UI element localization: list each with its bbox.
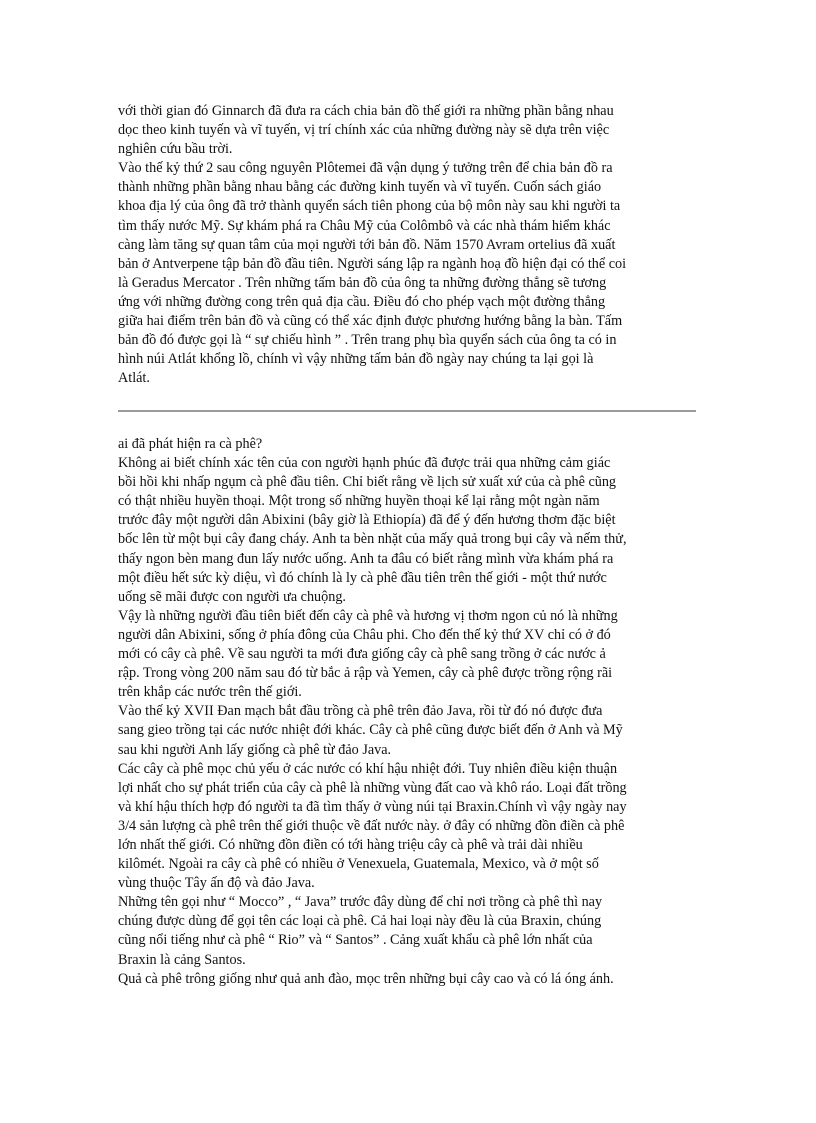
- text-line: sang gieo trồng tại các nước nhiệt đới khác. Cây cà phê cũng được biết đến ở Anh và Mỹ: [118, 722, 623, 739]
- text-line: chúng được dùng để gọi tên các loại cà phê. Cả hai loại này đều là của Braxin, chúng: [118, 913, 602, 930]
- text-line: bốc lên từ một bụi cây đang cháy. Anh ta bèn nhặt của mấy quả trong bụi cây và nếm thử,: [118, 531, 627, 548]
- text-line: Vào thế kỷ thứ 2 sau công nguyên Plôtemei đã vận dụng ý tưởng trên để chia bản đồ ra: [118, 160, 613, 177]
- text-line: lợi nhất cho sự phát triển của cây cà phê là những vùng đất cao và khô ráo. Loại đất trồng: [118, 779, 627, 796]
- text-line: Những tên gọi như “ Mocco” , “ Java” trước đây dùng để chỉ nơi trồng cà phê thì nay: [118, 894, 603, 911]
- text-line: hình núi Atlát khổng lồ, chính vì vậy những tấm bản đồ ngày nay chúng ta lại gọi là: [118, 351, 594, 368]
- text-line: nghiên cứu bầu trời.: [118, 141, 233, 158]
- text-line: trên khắp các nước trên thế giới.: [118, 684, 302, 701]
- text-line: tìm thấy nước Mỹ. Sự khám phá ra Châu Mỹ của Colômbô và các nhà thám hiểm khác: [118, 217, 611, 234]
- text-line: với thời gian đó Ginnarch đã đưa ra cách chia bản đồ thế giới ra những phần bằng nhau: [118, 103, 614, 119]
- text-line: khoa địa lý của ông đã trở thành quyển sách tiên phong của bộ môn này sau khi người ta: [118, 198, 621, 215]
- horizontal-rule: [118, 410, 696, 412]
- text-line: giữa hai điểm trên bản đồ và cũng có thể xác định được phương hướng bằng la bàn. Tấm: [118, 313, 623, 330]
- text-line: vùng thuộc Tây ấn độ và đảo Java.: [118, 875, 315, 892]
- text-line: Vào thế kỷ XVII Đan mạch bắt đầu trồng cà phê trên đảo Java, rồi từ đó nó được đưa: [118, 703, 603, 720]
- text-line: người dân Abixini, sống ở phía đông của Châu phi. Cho đến thế kỷ thứ XV chỉ có ở đó: [118, 626, 611, 643]
- text-line: mới có cây cà phê. Về sau người ta mới đưa giống cây cà phê sang trồng ở các nước ả: [118, 646, 606, 663]
- text-line: 3/4 sản lượng cà phê trên thế giới thuộc về đất nước này. ở đây có những đồn điền cà phê: [118, 817, 625, 834]
- text-line: Vậy là những người đầu tiên biết đến cây cà phê và hương vị thơm ngon củ nó là những: [118, 607, 618, 624]
- text-line: và khí hậu thích hợp đó người ta đã tìm thấy ở vùng núi tại Braxin.Chính vì vậy ngày nay: [118, 798, 627, 815]
- text-line: sau khi người Anh lấy giống cà phê từ đảo Java.: [118, 741, 392, 758]
- section-heading: ai đã phát hiện ra cà phê?: [118, 436, 263, 452]
- coffee-history-section: [118, 435, 700, 989]
- text-line: lớn nhất thế giới. Có những đồn điền có tới hàng triệu cây cà phê và trải dài nhiều: [118, 836, 583, 853]
- text-line: Quả cà phê trông giống như quả anh đào, mọc trên những bụi cây cao và có lá óng ánh.: [118, 970, 614, 987]
- map-history-section: [118, 102, 700, 388]
- text-line: rập. Trong vòng 200 năm sau đó từ bắc ả rập và Yemen, cây cà phê được trồng rộng rãi: [118, 665, 613, 682]
- text-line: bản đồ đó được gọi là “ sự chiếu hình ” . Trên trang phụ bìa quyển sách của ông ta có in: [118, 332, 617, 349]
- text-line: thành những phần bằng nhau bằng các đường kinh tuyến và vĩ tuyến. Cuốn sách giáo: [118, 179, 602, 196]
- text-line: một điều hết sức kỳ diệu, vì đó chính là ly cà phê đầu tiên trên thế giới - một thứ nước: [118, 569, 607, 586]
- text-line: có thật nhiều huyền thoại. Một trong số những huyền thoại kể lại rằng một ngàn năm: [118, 493, 600, 510]
- text-line: ứng với những đường cong trên quả địa cầu. Điều đó cho phép vạch một đường thẳng: [118, 293, 606, 310]
- text-line: là Geradus Mercator . Trên những tấm bản đồ của ông ta những đường thẳng sẽ tương: [118, 274, 607, 291]
- text-line: cũng nổi tiếng như cà phê “ Rio” và “ Santos” . Cảng xuất khẩu cà phê lớn nhất của: [118, 932, 593, 949]
- text-line: dọc theo kinh tuyến và vĩ tuyến, vị trí chính xác của những đường này sẽ dựa trên việc: [118, 122, 610, 139]
- text-line: thấy ngon bèn mang đun lấy nước uống. Anh ta đâu có biết rằng mình vừa khám phá ra: [118, 550, 614, 567]
- text-line: kilômét. Ngoài ra cây cà phê có nhiều ở Venexuela, Guatemala, Mexico, và ở một số: [118, 856, 599, 873]
- text-line: Atlát.: [118, 370, 150, 387]
- text-line: bản ở Antverpene tập bản đồ đầu tiên. Người sáng lập ra ngành hoạ đồ hiện đại có thể coi: [118, 255, 627, 272]
- text-line: trước đây một người dân Abixini (bây giờ là Ethiopía) đã để ý đến hương thơm đặc biệt: [118, 512, 616, 529]
- text-line: Các cây cà phê mọc chủ yếu ở các nước có khí hậu nhiệt đới. Tuy nhiên điều kiện thuận: [118, 760, 618, 777]
- text-line: bồi hồi khi nhấp ngụm cà phê đầu tiên. Chỉ biết rằng về lịch sử xuất xứ của cà phê cũng: [118, 474, 617, 491]
- text-line: Braxin là cảng Santos.: [118, 951, 246, 968]
- text-line: càng làm tăng sự quan tâm của mọi người tới bản đồ. Năm 1570 Avram ortelius đã xuất: [118, 236, 616, 253]
- text-line: uống sẽ mãi được con người ưa chuộng.: [118, 588, 346, 605]
- text-line: Không ai biết chính xác tên của con người hạnh phúc đã được trải qua những cảm giác: [118, 455, 611, 472]
